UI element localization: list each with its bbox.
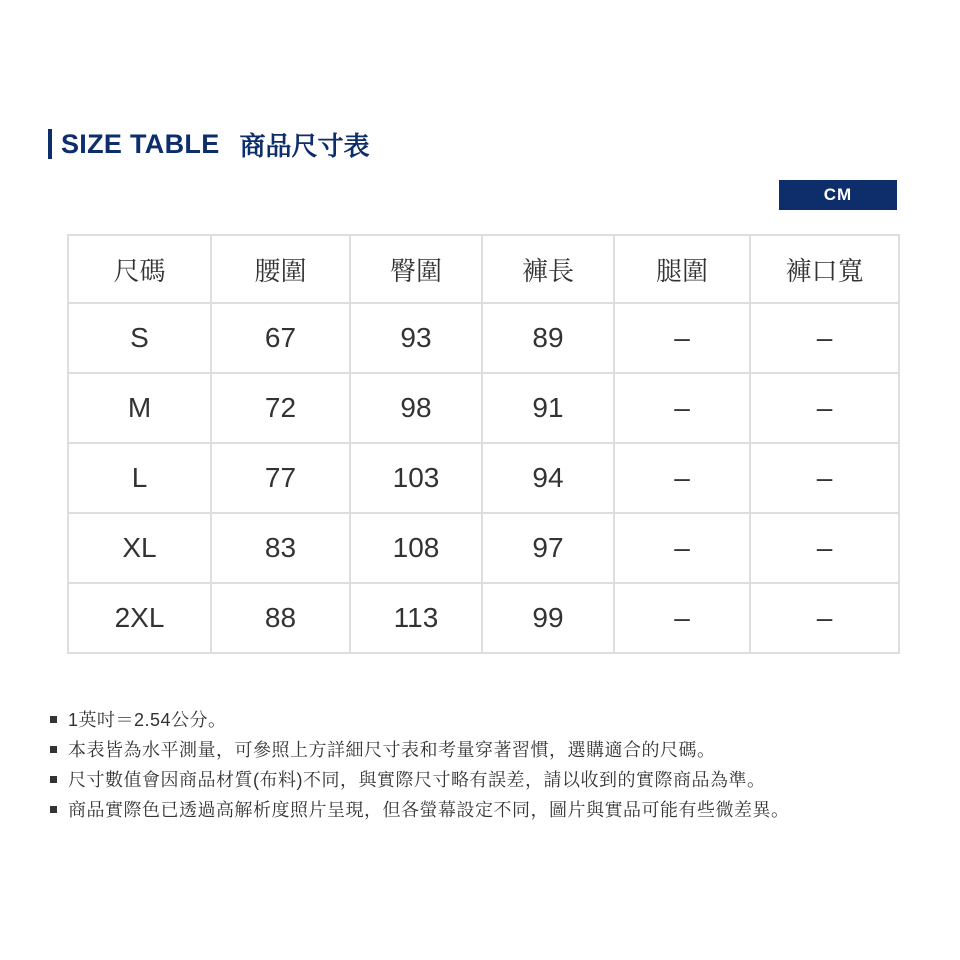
cell-length: 99 <box>482 583 614 653</box>
cell-waist: 72 <box>211 373 350 443</box>
square-bullet-icon <box>50 746 57 753</box>
square-bullet-icon <box>50 716 57 723</box>
header-size: 尺碼 <box>68 235 211 303</box>
square-bullet-icon <box>50 776 57 783</box>
notes-list <box>50 704 790 824</box>
cell-hem-width: – <box>750 443 899 513</box>
cell-hip: 113 <box>350 583 482 653</box>
header-waist: 腰圍 <box>211 235 350 303</box>
cell-length: 89 <box>482 303 614 373</box>
cell-length: 97 <box>482 513 614 583</box>
cell-size: L <box>68 443 211 513</box>
note-text: 商品實際色已透過高解析度照片呈現，但各螢幕設定不同，圖片與實品可能有些微差異。 <box>68 800 790 820</box>
cell-thigh: – <box>614 443 750 513</box>
unit-badge: CM <box>779 180 897 210</box>
note-item <box>50 734 790 764</box>
cell-hem-width: – <box>750 513 899 583</box>
cell-size: XL <box>68 513 211 583</box>
title-english: SIZE TABLE <box>61 128 220 159</box>
cell-hip: 108 <box>350 513 482 583</box>
cell-waist: 67 <box>211 303 350 373</box>
title-chinese: 商品尺寸表 <box>239 130 370 161</box>
header-hem-width: 褲口寬 <box>750 235 899 303</box>
page-title <box>48 128 370 160</box>
cell-hem-width: – <box>750 373 899 443</box>
note-item <box>50 704 790 734</box>
header-thigh: 腿圍 <box>614 235 750 303</box>
table-row <box>68 303 899 373</box>
table-row <box>68 443 899 513</box>
cell-length: 91 <box>482 373 614 443</box>
table-row <box>68 373 899 443</box>
cell-size: 2XL <box>68 583 211 653</box>
header-hip: 臀圍 <box>350 235 482 303</box>
note-text: 1英吋＝2.54公分。 <box>68 710 227 730</box>
cell-waist: 88 <box>211 583 350 653</box>
note-item <box>50 764 790 794</box>
table-header-row <box>68 235 899 303</box>
cell-hem-width: – <box>750 303 899 373</box>
cell-hip: 98 <box>350 373 482 443</box>
square-bullet-icon <box>50 806 57 813</box>
note-text: 本表皆為水平測量，可參照上方詳細尺寸表和考量穿著習慣，選購適合的尺碼。 <box>68 740 716 760</box>
table-row <box>68 513 899 583</box>
cell-hem-width: – <box>750 583 899 653</box>
size-table <box>67 234 900 654</box>
header-length: 褲長 <box>482 235 614 303</box>
cell-thigh: – <box>614 513 750 583</box>
cell-hip: 103 <box>350 443 482 513</box>
cell-size: S <box>68 303 211 373</box>
table-row <box>68 583 899 653</box>
title-accent-bar <box>48 129 52 159</box>
cell-thigh: – <box>614 303 750 373</box>
note-text: 尺寸數值會因商品材質(布料)不同，與實際尺寸略有誤差，請以收到的實際商品為準。 <box>68 770 766 790</box>
cell-length: 94 <box>482 443 614 513</box>
cell-size: M <box>68 373 211 443</box>
cell-thigh: – <box>614 373 750 443</box>
cell-hip: 93 <box>350 303 482 373</box>
cell-waist: 77 <box>211 443 350 513</box>
cell-waist: 83 <box>211 513 350 583</box>
note-item <box>50 794 790 824</box>
cell-thigh: – <box>614 583 750 653</box>
